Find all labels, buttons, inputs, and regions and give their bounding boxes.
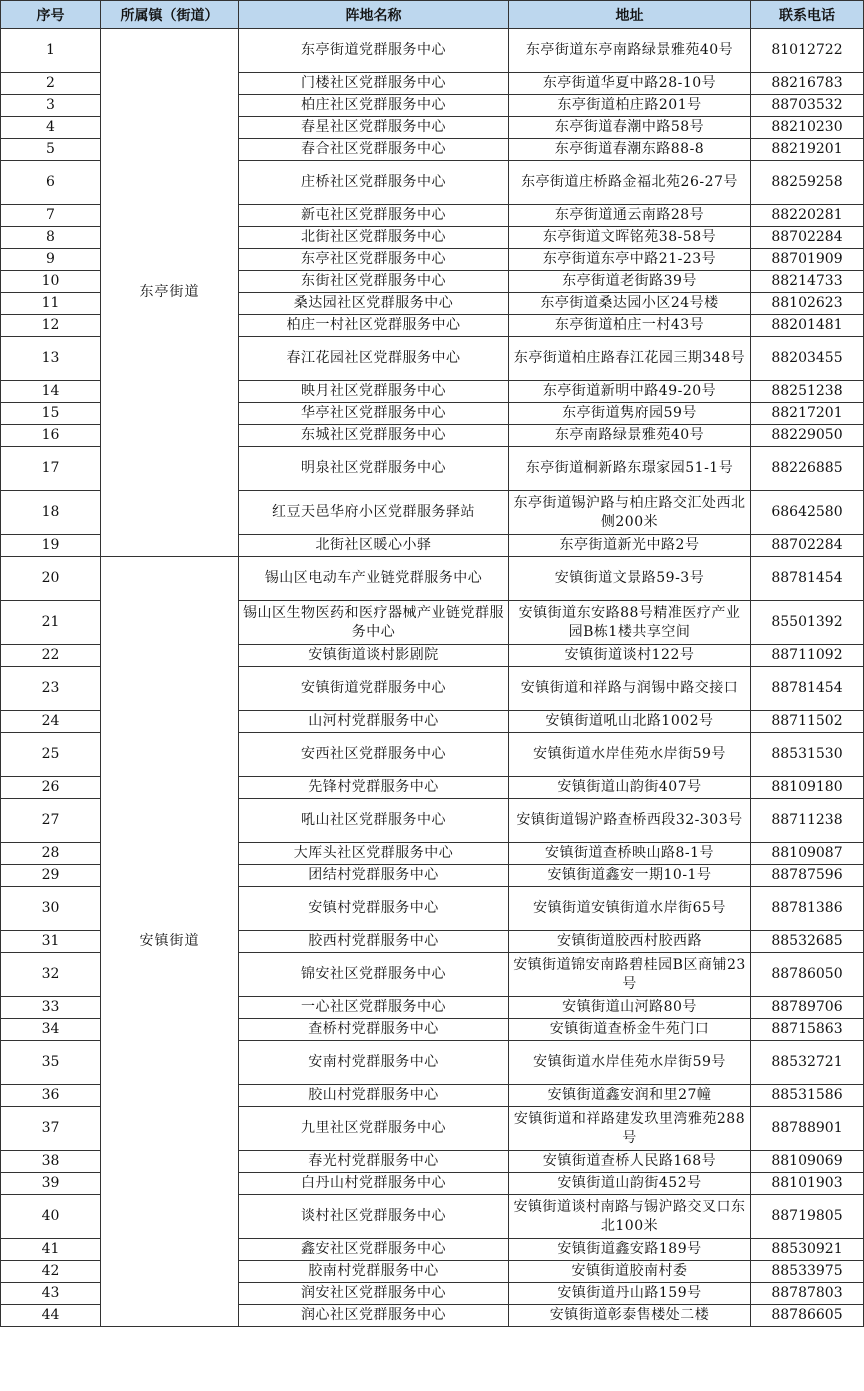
site-address: 安镇街道胶南村委 [509, 1261, 751, 1283]
site-name: 白丹山村党群服务中心 [239, 1173, 509, 1195]
row-index: 36 [1, 1085, 101, 1107]
site-phone: 88786050 [751, 953, 864, 997]
site-name: 一心社区党群服务中心 [239, 997, 509, 1019]
header-site-name: 阵地名称 [239, 1, 509, 29]
site-address: 东亭街道春潮东路88-8 [509, 139, 751, 161]
site-phone: 88203455 [751, 337, 864, 381]
site-name: 锦安社区党群服务中心 [239, 953, 509, 997]
row-index: 29 [1, 865, 101, 887]
table-body [1, 29, 864, 1327]
row-index: 26 [1, 777, 101, 799]
site-phone: 88781454 [751, 557, 864, 601]
site-name: 春光村党群服务中心 [239, 1151, 509, 1173]
row-index: 11 [1, 293, 101, 315]
site-address: 东亭街道春潮中路58号 [509, 117, 751, 139]
site-name: 大厍头社区党群服务中心 [239, 843, 509, 865]
site-name: 吼山社区党群服务中心 [239, 799, 509, 843]
site-phone: 88109087 [751, 843, 864, 865]
site-phone: 88214733 [751, 271, 864, 293]
site-address: 安镇街道水岸佳苑水岸街59号 [509, 733, 751, 777]
site-phone: 88102623 [751, 293, 864, 315]
site-name: 明泉社区党群服务中心 [239, 447, 509, 491]
site-phone: 68642580 [751, 491, 864, 535]
site-phone: 88781454 [751, 667, 864, 711]
site-name: 九里社区党群服务中心 [239, 1107, 509, 1151]
table-row [1, 29, 864, 73]
site-phone: 88217201 [751, 403, 864, 425]
site-phone: 88532721 [751, 1041, 864, 1085]
site-address: 安镇街道文景路59-3号 [509, 557, 751, 601]
site-phone: 88788901 [751, 1107, 864, 1151]
site-phone: 88719805 [751, 1195, 864, 1239]
site-address: 东亭街道东亭中路21-23号 [509, 249, 751, 271]
row-index: 43 [1, 1283, 101, 1305]
header-index: 序号 [1, 1, 101, 29]
site-name: 东亭街道党群服务中心 [239, 29, 509, 73]
site-name: 柏庄社区党群服务中心 [239, 95, 509, 117]
site-name: 桑达园社区党群服务中心 [239, 293, 509, 315]
site-address: 东亭街道通云南路28号 [509, 205, 751, 227]
site-name: 润心社区党群服务中心 [239, 1305, 509, 1327]
site-address: 安镇街道锦安南路碧桂园B区商铺23号 [509, 953, 751, 997]
site-address: 安镇街道锡沪路查桥西段32-303号 [509, 799, 751, 843]
site-address: 安镇街道查桥映山路8-1号 [509, 843, 751, 865]
site-name: 东亭社区党群服务中心 [239, 249, 509, 271]
site-name: 华亭社区党群服务中心 [239, 403, 509, 425]
site-phone: 88711238 [751, 799, 864, 843]
row-index: 2 [1, 73, 101, 95]
site-address: 东亭街道新明中路49-20号 [509, 381, 751, 403]
site-phone: 88101903 [751, 1173, 864, 1195]
site-address: 安镇街道安镇街道水岸街65号 [509, 887, 751, 931]
site-address: 安镇街道谈村南路与锡沪路交叉口东北100米 [509, 1195, 751, 1239]
row-index: 10 [1, 271, 101, 293]
site-name: 安西社区党群服务中心 [239, 733, 509, 777]
site-name: 东街社区党群服务中心 [239, 271, 509, 293]
site-phone: 88781386 [751, 887, 864, 931]
site-phone: 88532685 [751, 931, 864, 953]
header-row [1, 1, 864, 29]
site-phone: 88216783 [751, 73, 864, 95]
site-phone: 88786605 [751, 1305, 864, 1327]
site-address: 安镇街道和祥路与润锡中路交接口 [509, 667, 751, 711]
site-phone: 88251238 [751, 381, 864, 403]
site-address: 东亭街道老街路39号 [509, 271, 751, 293]
site-name: 安南村党群服务中心 [239, 1041, 509, 1085]
site-address: 东亭街道桐新路东璟家园51-1号 [509, 447, 751, 491]
site-address: 东亭街道柏庄路201号 [509, 95, 751, 117]
row-index: 15 [1, 403, 101, 425]
site-phone: 88220281 [751, 205, 864, 227]
row-index: 27 [1, 799, 101, 843]
site-phone: 88210230 [751, 117, 864, 139]
header-phone: 联系电话 [751, 1, 864, 29]
row-index: 34 [1, 1019, 101, 1041]
site-address: 安镇街道查桥人民路168号 [509, 1151, 751, 1173]
row-index: 1 [1, 29, 101, 73]
site-name: 山河村党群服务中心 [239, 711, 509, 733]
row-index: 44 [1, 1305, 101, 1327]
site-phone: 81012722 [751, 29, 864, 73]
site-phone: 88702284 [751, 227, 864, 249]
site-name: 北街社区暖心小驿 [239, 535, 509, 557]
site-phone: 88531586 [751, 1085, 864, 1107]
row-index: 32 [1, 953, 101, 997]
site-address: 安镇街道彰泰售楼处二楼 [509, 1305, 751, 1327]
site-phone: 88701909 [751, 249, 864, 271]
site-phone: 88226885 [751, 447, 864, 491]
site-name: 谈村社区党群服务中心 [239, 1195, 509, 1239]
site-phone: 88711502 [751, 711, 864, 733]
row-index: 23 [1, 667, 101, 711]
site-address: 安镇街道鑫安润和里27幢 [509, 1085, 751, 1107]
site-address: 东亭南路绿景雅苑40号 [509, 425, 751, 447]
site-address: 安镇街道山韵街452号 [509, 1173, 751, 1195]
site-phone: 88531530 [751, 733, 864, 777]
site-address: 安镇街道水岸佳苑水岸街59号 [509, 1041, 751, 1085]
site-phone: 88702284 [751, 535, 864, 557]
row-index: 8 [1, 227, 101, 249]
site-address: 安镇街道谈村122号 [509, 645, 751, 667]
site-name: 查桥村党群服务中心 [239, 1019, 509, 1041]
table-row [1, 557, 864, 601]
site-address: 安镇街道胶西村胶西路 [509, 931, 751, 953]
site-name: 鑫安社区党群服务中心 [239, 1239, 509, 1261]
site-phone: 88229050 [751, 425, 864, 447]
row-index: 30 [1, 887, 101, 931]
row-index: 5 [1, 139, 101, 161]
site-phone: 88533975 [751, 1261, 864, 1283]
site-phone: 88530921 [751, 1239, 864, 1261]
row-index: 6 [1, 161, 101, 205]
site-phone: 88787596 [751, 865, 864, 887]
row-index: 41 [1, 1239, 101, 1261]
site-name: 胶西村党群服务中心 [239, 931, 509, 953]
row-index: 38 [1, 1151, 101, 1173]
site-phone: 88109069 [751, 1151, 864, 1173]
row-index: 9 [1, 249, 101, 271]
row-index: 28 [1, 843, 101, 865]
row-index: 3 [1, 95, 101, 117]
site-name: 春星社区党群服务中心 [239, 117, 509, 139]
site-address: 安镇街道丹山路159号 [509, 1283, 751, 1305]
row-index: 25 [1, 733, 101, 777]
town-name: 安镇街道 [101, 557, 239, 1327]
site-address: 东亭街道东亭南路绿景雅苑40号 [509, 29, 751, 73]
row-index: 19 [1, 535, 101, 557]
site-address: 东亭街道柏庄路春江花园三期348号 [509, 337, 751, 381]
row-index: 12 [1, 315, 101, 337]
site-phone: 88219201 [751, 139, 864, 161]
row-index: 39 [1, 1173, 101, 1195]
row-index: 13 [1, 337, 101, 381]
site-name: 庄桥社区党群服务中心 [239, 161, 509, 205]
row-index: 31 [1, 931, 101, 953]
row-index: 18 [1, 491, 101, 535]
row-index: 42 [1, 1261, 101, 1283]
site-address: 东亭街道柏庄一村43号 [509, 315, 751, 337]
row-index: 24 [1, 711, 101, 733]
site-name: 先锋村党群服务中心 [239, 777, 509, 799]
site-phone: 88789706 [751, 997, 864, 1019]
row-index: 20 [1, 557, 101, 601]
site-name: 润安社区党群服务中心 [239, 1283, 509, 1305]
row-index: 37 [1, 1107, 101, 1151]
header-town: 所属镇（街道） [101, 1, 239, 29]
row-index: 22 [1, 645, 101, 667]
site-name: 春江花园社区党群服务中心 [239, 337, 509, 381]
site-address: 安镇街道鑫安一期10-1号 [509, 865, 751, 887]
site-name: 安镇村党群服务中心 [239, 887, 509, 931]
site-name: 春合社区党群服务中心 [239, 139, 509, 161]
site-name: 映月社区党群服务中心 [239, 381, 509, 403]
site-phone: 88787803 [751, 1283, 864, 1305]
row-index: 17 [1, 447, 101, 491]
header-address: 地址 [509, 1, 751, 29]
site-name: 门楼社区党群服务中心 [239, 73, 509, 95]
site-address: 东亭街道锡沪路与柏庄路交汇处西北侧200米 [509, 491, 751, 535]
site-name: 安镇街道谈村影剧院 [239, 645, 509, 667]
row-index: 40 [1, 1195, 101, 1239]
site-phone: 85501392 [751, 601, 864, 645]
site-address: 东亭街道新光中路2号 [509, 535, 751, 557]
site-name: 锡山区电动车产业链党群服务中心 [239, 557, 509, 601]
site-name: 东城社区党群服务中心 [239, 425, 509, 447]
site-name: 胶南村党群服务中心 [239, 1261, 509, 1283]
site-name: 北街社区党群服务中心 [239, 227, 509, 249]
site-address: 安镇街道东安路88号精准医疗产业园B栋1楼共享空间 [509, 601, 751, 645]
site-name: 团结村党群服务中心 [239, 865, 509, 887]
site-phone: 88703532 [751, 95, 864, 117]
site-address: 安镇街道吼山北路1002号 [509, 711, 751, 733]
site-address: 安镇街道和祥路建发玖里湾雅苑288号 [509, 1107, 751, 1151]
site-address: 安镇街道山韵街407号 [509, 777, 751, 799]
site-address: 东亭街道文晖铭苑38-58号 [509, 227, 751, 249]
site-name: 胶山村党群服务中心 [239, 1085, 509, 1107]
site-address: 安镇街道查桥金牛苑门口 [509, 1019, 751, 1041]
row-index: 7 [1, 205, 101, 227]
site-name: 柏庄一村社区党群服务中心 [239, 315, 509, 337]
site-name: 红豆天邑华府小区党群服务驿站 [239, 491, 509, 535]
row-index: 33 [1, 997, 101, 1019]
site-address: 安镇街道鑫安路189号 [509, 1239, 751, 1261]
site-address: 东亭街道庄桥路金福北苑26-27号 [509, 161, 751, 205]
row-index: 21 [1, 601, 101, 645]
row-index: 4 [1, 117, 101, 139]
row-index: 16 [1, 425, 101, 447]
site-phone: 88711092 [751, 645, 864, 667]
row-index: 14 [1, 381, 101, 403]
site-address: 东亭街道隽府园59号 [509, 403, 751, 425]
site-address: 安镇街道山河路80号 [509, 997, 751, 1019]
site-address: 东亭街道华夏中路28-10号 [509, 73, 751, 95]
town-name: 东亭街道 [101, 29, 239, 557]
site-name: 锡山区生物医药和医疗器械产业链党群服务中心 [239, 601, 509, 645]
site-name: 安镇街道党群服务中心 [239, 667, 509, 711]
site-phone: 88201481 [751, 315, 864, 337]
site-phone: 88259258 [751, 161, 864, 205]
site-phone: 88715863 [751, 1019, 864, 1041]
row-index: 35 [1, 1041, 101, 1085]
site-phone: 88109180 [751, 777, 864, 799]
site-name: 新屯社区党群服务中心 [239, 205, 509, 227]
site-address: 东亭街道桑达园小区24号楼 [509, 293, 751, 315]
